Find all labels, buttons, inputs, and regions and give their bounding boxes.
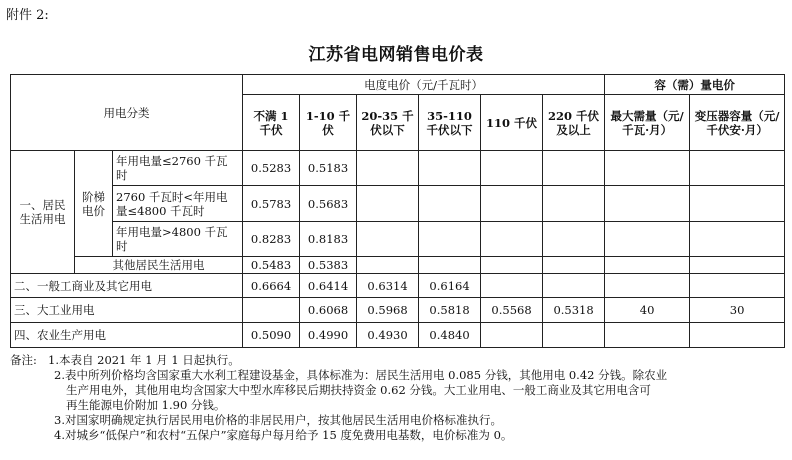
commercial-under-1kv: 0.6664 <box>243 274 300 298</box>
agricultural-under-1kv: 0.5090 <box>243 323 300 348</box>
page-title: 江苏省电网销售电价表 <box>308 45 484 65</box>
tier-1-name: 年用电量≤2760 千瓦时 <box>113 151 243 186</box>
note-3: 3.对国家明确规定执行居民用电价格的非居民用户，按其他居民生活用电价格标准执行。 <box>54 413 502 427</box>
industrial-name: 三、大工业用电 <box>11 298 243 323</box>
other-residential-name: 其他居民生活用电 <box>75 257 243 274</box>
notes-section <box>10 353 786 443</box>
other-residential-1-10kv: 0.5383 <box>300 257 357 274</box>
header-col-transformer-capacity: 变压器容量（元/千伏安·月） <box>690 95 785 151</box>
header-col-35-110kv: 35-110 千伏以下 <box>419 95 481 151</box>
commercial-1-10kv: 0.6414 <box>300 274 357 298</box>
table-row <box>11 257 785 274</box>
table-row <box>11 298 785 323</box>
commercial-35-110kv: 0.6164 <box>419 274 481 298</box>
header-col-110kv: 110 千伏 <box>481 95 543 151</box>
header-energy-price-group: 电度电价（元/千瓦时） <box>243 75 605 95</box>
note-2-line-1: 2.表中所列价格均含国家重大水利工程建设基金，具体标准为：居民生活用电 0.085 分钱，其他用电 0.42 分钱。除农业 <box>54 368 668 382</box>
agricultural-1-10kv: 0.4990 <box>300 323 357 348</box>
industrial-transformer-capacity: 30 <box>690 298 785 323</box>
agricultural-35-110kv: 0.4840 <box>419 323 481 348</box>
industrial-max-demand: 40 <box>605 298 690 323</box>
header-col-20-35kv: 20-35 千伏以下 <box>357 95 419 151</box>
commercial-name: 二、一般工商业及其它用电 <box>11 274 243 298</box>
notes-label: 备注: <box>10 353 37 367</box>
industrial-220kv: 0.5318 <box>543 298 605 323</box>
tier-3-under-1kv: 0.8283 <box>243 222 300 257</box>
header-capacity-price-group: 容（需）量电价 <box>605 75 785 95</box>
tier-3-name: 年用电量>4800 千瓦时 <box>113 222 243 257</box>
note-4: 4.对城乡“低保户”和农村“五保户”家庭每户每月给予 15 度免费用电基数，电价标准为 0。 <box>54 428 513 442</box>
note-2-line-3: 再生能源电价附加 1.90 分钱。 <box>66 398 226 412</box>
industrial-35-110kv: 0.5818 <box>419 298 481 323</box>
header-col-220kv: 220 千伏及以上 <box>543 95 605 151</box>
tier-1-1-10kv: 0.5183 <box>300 151 357 186</box>
tier-2-1-10kv: 0.5683 <box>300 186 357 222</box>
agricultural-20-35kv: 0.4930 <box>357 323 419 348</box>
header-col-max-demand: 最大需量（元/千瓦·月） <box>605 95 690 151</box>
table-row <box>11 151 785 186</box>
table-row <box>11 323 785 348</box>
header-col-1-10kv: 1-10 千伏 <box>300 95 357 151</box>
table-row <box>11 222 785 257</box>
note-1: 1.本表自 2021 年 1 月 1 日起执行。 <box>48 353 240 367</box>
industrial-20-35kv: 0.5968 <box>357 298 419 323</box>
industrial-1-10kv: 0.6068 <box>300 298 357 323</box>
row-label-residential: 一、居民生活用电 <box>11 151 75 274</box>
tier-1-under-1kv: 0.5283 <box>243 151 300 186</box>
attachment-label: 附件 2: <box>6 8 49 23</box>
tier-2-under-1kv: 0.5783 <box>243 186 300 222</box>
price-table <box>10 74 785 348</box>
row-label-tiered: 阶梯电价 <box>75 151 113 257</box>
commercial-20-35kv: 0.6314 <box>357 274 419 298</box>
agricultural-name: 四、农业生产用电 <box>11 323 243 348</box>
industrial-110kv: 0.5568 <box>481 298 543 323</box>
tier-2-name: 2760 千瓦时<年用电量≤4800 千瓦时 <box>113 186 243 222</box>
header-category: 用电分类 <box>11 75 243 151</box>
header-col-under-1kv: 不满 1 千伏 <box>243 95 300 151</box>
note-2-line-2: 生产用电外，其他用电均含国家大中型水库移民后期扶持资金 0.62 分钱。大工业用电、一般工商业及其它用电含可 <box>66 383 651 397</box>
other-residential-under-1kv: 0.5483 <box>243 257 300 274</box>
table-row <box>11 186 785 222</box>
tier-3-1-10kv: 0.8183 <box>300 222 357 257</box>
table-row <box>11 274 785 298</box>
